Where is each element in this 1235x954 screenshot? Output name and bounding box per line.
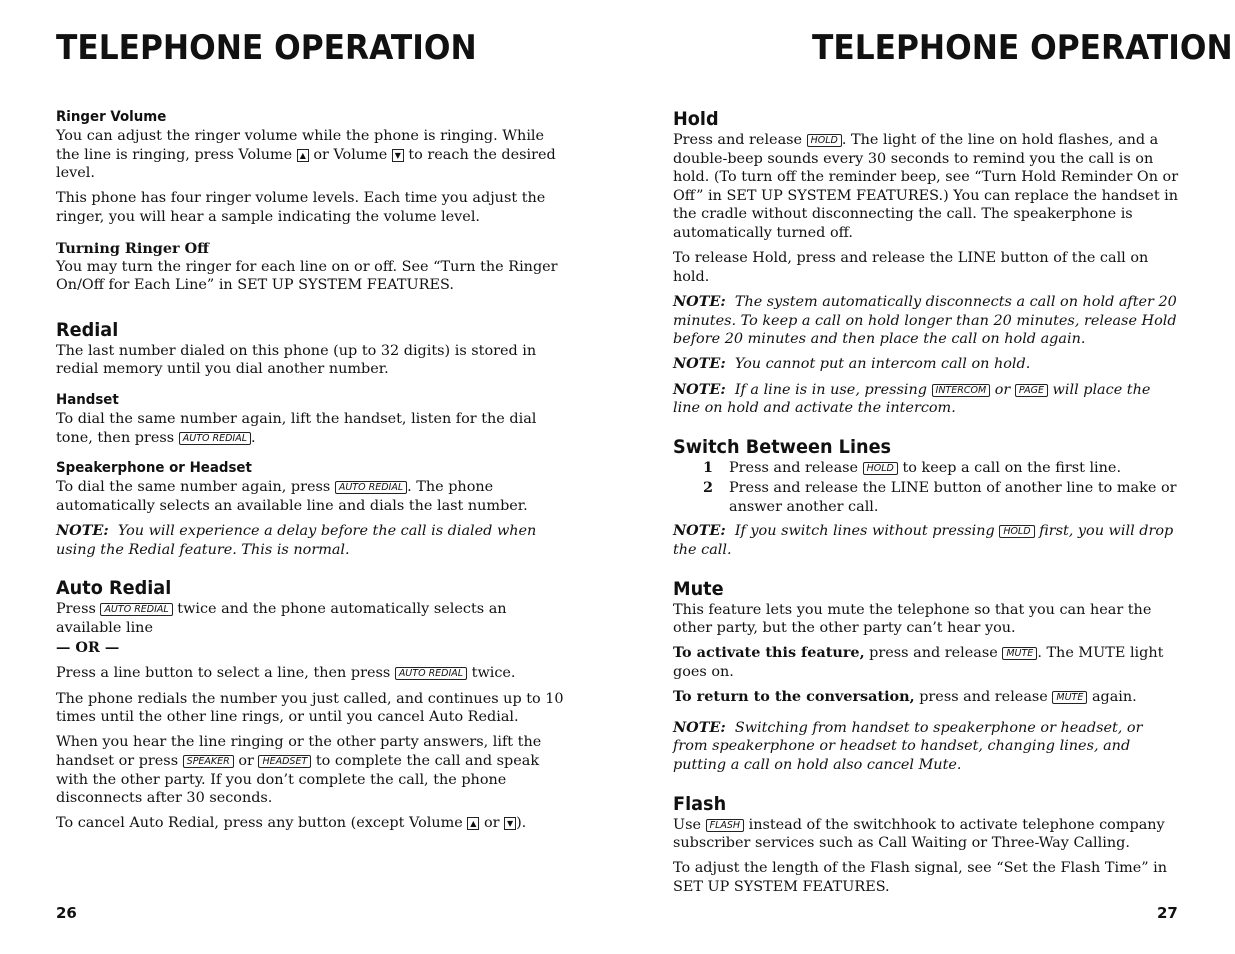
volume-down-icon: ▼ bbox=[504, 817, 516, 830]
mute-key-icon: MUTE bbox=[1052, 691, 1087, 704]
mute-note: NOTE: Switching from handset to speakerphone or headset, or from speakerphone or headset to handset, changing lines, and putting a call on hold also cancel Mute. bbox=[673, 718, 1143, 773]
ringer-volume-heading: Ringer Volume bbox=[56, 109, 167, 125]
ringer-volume-p1: You can adjust the ringer volume while the phone is ringing. While the line is ringing, press Volume ▲ or Volume ▼ to reach the desired level. bbox=[56, 128, 556, 182]
auto-redial-p1: Press AUTO REDIAL twice and the phone automatically selects an available line bbox=[56, 601, 507, 636]
flash-p2: To adjust the length of the Flash signal, see “Set the Flash Time” in SET UP SYSTEM FEATURES. bbox=[673, 860, 1168, 895]
volume-up-icon: ▲ bbox=[297, 149, 309, 162]
turning-ringer-off-p1: You may turn the ringer for each line on or off. See “Turn the Ringer On/Off for Each Line” in SET UP SYSTEM FEATURES. bbox=[56, 258, 558, 294]
volume-up-icon: ▲ bbox=[467, 817, 479, 830]
switch-lines-note: NOTE: If you switch lines without pressing HOLD first, you will drop the call. bbox=[673, 522, 1174, 559]
ringer-volume-p2: This phone has four ringer volume levels. Each time you adjust the ringer, you will hear a sample indicating the volume level. bbox=[56, 190, 546, 225]
flash-p1: Use FLASH instead of the switchhook to activate telephone company subscriber services such as Call Waiting or Three-Way Calling. bbox=[673, 816, 1165, 852]
turning-ringer-off-heading: Turning Ringer Off bbox=[56, 239, 209, 257]
hold-note-2: NOTE: You cannot put an intercom call on hold. bbox=[673, 355, 1031, 373]
speaker-key-icon: SPEAKER bbox=[183, 755, 234, 768]
auto-redial-heading: Auto Redial bbox=[56, 577, 172, 600]
hold-key-icon: HOLD bbox=[999, 525, 1034, 538]
mute-heading: Mute bbox=[673, 577, 724, 600]
redial-heading: Redial bbox=[56, 318, 119, 341]
list-item: 1 Press and release HOLD to keep a call on the first line. bbox=[702, 458, 1122, 476]
hold-heading: Hold bbox=[673, 108, 719, 130]
speakerphone-p1: To dial the same number again, press AUTO REDIAL . The phone automatically selects an available line and dials the last number. bbox=[56, 479, 528, 514]
or-divider: — OR — bbox=[56, 639, 120, 657]
mute-return: To return to the conversation, press and release MUTE again. bbox=[673, 688, 1137, 706]
mute-p1: This feature lets you mute the telephone so that you can hear the other party, but the other party can’t hear you. bbox=[673, 601, 1152, 637]
auto-redial-key-icon: AUTO REDIAL bbox=[335, 481, 407, 494]
redial-p1: The last number dialed on this phone (up to 32 digits) is stored in redial memory until you dial another number. bbox=[56, 342, 537, 378]
flash-key-icon: FLASH bbox=[706, 819, 744, 832]
intercom-key-icon: INTERCOM bbox=[932, 384, 991, 397]
switch-lines-heading: Switch Between Lines bbox=[673, 435, 892, 458]
right-page-number: 27 bbox=[1157, 904, 1178, 922]
handset-p1: To dial the same number again, lift the handset, listen for the dial tone, then press AUTO REDIAL . bbox=[56, 410, 537, 446]
left-column bbox=[56, 108, 564, 840]
flash-heading: Flash bbox=[673, 792, 727, 815]
auto-redial-p4: When you hear the line ringing or the other party answers, lift the handset or press SPEAKER or HEADSET to complete the call and speak with the other party. If you don’t complete the call, the phone disconnects after 30 seconds. bbox=[56, 734, 542, 807]
auto-redial-key-icon: AUTO REDIAL bbox=[179, 432, 251, 445]
auto-redial-key-icon: AUTO REDIAL bbox=[100, 603, 172, 616]
mute-key-icon: MUTE bbox=[1002, 647, 1037, 660]
hold-note-3: NOTE: If a line is in use, pressing INTERCOM or PAGE will place the line on hold and activate the intercom. bbox=[673, 380, 1151, 417]
hold-p2: To release Hold, press and release the LINE button of the call on hold. bbox=[673, 250, 1149, 285]
hold-p1: Press and release HOLD . The light of the line on hold flashes, and a double-beep sounds every 30 seconds to remind you the call is on hold. (To turn off the reminder beep, see “Turn Hold Reminder On or Off” in SET UP SYSTEM FEATURES.) You can replace the handset in the cradle without disconnecting the call. The speakerphone is automatically turned off. bbox=[673, 132, 1179, 241]
speakerphone-note: NOTE: You will experience a delay before the call is dialed when using the Redial feature. This is normal. bbox=[56, 521, 537, 558]
hold-key-icon: HOLD bbox=[807, 134, 842, 147]
hold-note-1: NOTE: The system automatically disconnects a call on hold after 20 minutes. To keep a call on hold longer than 20 minutes, release Hold before 20 minutes and then place the call on hold again. bbox=[673, 292, 1177, 348]
list-item: 2 Press and release the LINE button of another line to make or answer another call. bbox=[702, 479, 1177, 515]
mute-activate: To activate this feature, press and release MUTE . The MUTE light goes on. bbox=[673, 644, 1164, 681]
auto-redial-key-icon: AUTO REDIAL bbox=[395, 667, 467, 680]
right-page-title: TELEPHONE OPERATION bbox=[812, 28, 1233, 68]
auto-redial-p3: The phone redials the number you just called, and continues up to 10 times until the other line rings, or until you cancel Auto Redial. bbox=[56, 690, 564, 726]
headset-key-icon: HEADSET bbox=[258, 755, 311, 768]
speakerphone-heading: Speakerphone or Headset bbox=[56, 460, 252, 477]
left-page-title: TELEPHONE OPERATION bbox=[56, 28, 477, 68]
right-column bbox=[673, 108, 1179, 903]
handset-heading: Handset bbox=[56, 391, 119, 408]
left-page-number: 26 bbox=[56, 904, 77, 922]
auto-redial-p2: Press a line button to select a line, then press AUTO REDIAL twice. bbox=[56, 665, 516, 682]
page-key-icon: PAGE bbox=[1015, 384, 1048, 397]
hold-key-icon: HOLD bbox=[863, 462, 898, 475]
auto-redial-p5: To cancel Auto Redial, press any button (except Volume ▲ or ▼ ). bbox=[56, 815, 527, 832]
volume-down-icon: ▼ bbox=[392, 149, 404, 162]
